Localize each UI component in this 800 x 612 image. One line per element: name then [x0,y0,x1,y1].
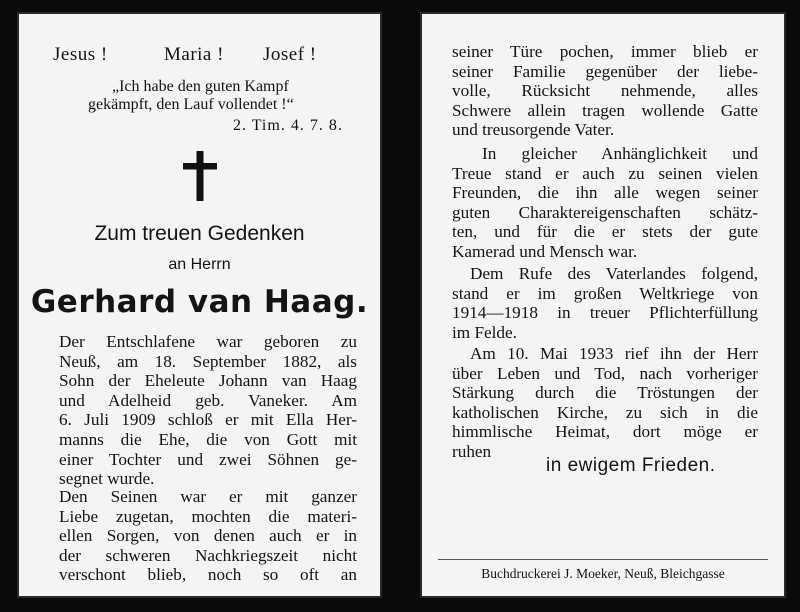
text-line: ten, und für die er stets der gute [452,222,758,242]
invocation-maria: Maria ! [164,44,224,65]
text-line: himmlische Heimat, dort möge er [452,422,758,442]
text-line: In gleicher Anhänglichkeit und [482,144,758,163]
text-line: Der Entschlafene war geboren zu [59,332,357,351]
text-line: Freunden, die ihn alle wegen seiner [452,183,758,203]
verse-reference: 2. Tim. 4. 7. 8. [233,117,343,134]
text-line: der schweren Nachkriegszeit nicht [59,545,357,565]
text-line: ruhen [452,441,492,461]
text-line: Stärkung durch die Tröstungen der [452,383,758,403]
friends-paragraph [452,144,758,262]
text-line: und Adelheid geb. Vaneker. Am [59,390,357,410]
text-line: volle, Rücksicht nehmende, alles [452,81,758,101]
memorial-title: Zum treuen Gedenken [94,222,305,245]
text-line: im Felde. [452,322,517,342]
text-line: segnet wurde. [59,469,155,489]
deceased-name: Gerhard van Haag. [30,284,369,320]
verse-line-1: „Ich habe den guten Kampf [112,78,289,95]
invocation-josef: Josef ! [263,44,317,65]
text-line: Dem Rufe des Vaterlandes folgend, [470,264,758,283]
printer-credit: Buchdruckerei J. Moeker, Neuß, Bleichgasse [481,566,725,581]
verse-line-2: gekämpft, den Lauf vollendet !“ [88,96,294,113]
text-line: stand er im großen Weltkriege von [452,283,758,303]
left-card-page [17,12,382,598]
text-line: 1914—1918 in treuer Pflichterfüllung [452,303,758,323]
text-line: Treue stand er auch zu seinen vielen [452,163,758,183]
text-line: 6. Juli 1909 schloß er mit Ella Her- [59,410,357,430]
text-line: über Leben und Tod, nach vorheriger [452,363,758,383]
closing-words: in ewigem Frieden. [546,455,716,476]
text-line: seiner Türe pochen, immer blieb er [452,42,758,61]
text-line: Schwere allein tragen wollende Gatte [452,100,758,120]
text-line: Kamerad und Mensch war. [452,241,638,261]
text-line: ellen Sorgen, von denen auch er in [59,526,357,546]
family-paragraph [59,487,357,585]
text-line: Neuß, am 18. September 1882, als [59,351,357,371]
cross-icon [181,151,219,201]
family-paragraph-continued [452,42,758,140]
text-line: manns die Ehe, die von Gott mit [59,429,357,449]
text-line: seiner Familie gegenüber der liebe- [452,61,758,81]
war-service-paragraph [452,264,758,342]
text-line: Am 10. Mai 1933 rief ihn der Herr [470,344,758,363]
text-line: katholischen Kirche, zu sich in die [452,402,758,422]
memorial-recipient-line: an Herrn [168,256,231,273]
text-line: Liebe zugetan, mochten die materi- [59,506,357,526]
death-paragraph [452,344,758,462]
text-line: Den Seinen war er mit ganzer [59,487,357,506]
biography-paragraph [59,332,357,489]
text-line: Sohn der Eheleute Johann van Haag [59,371,357,391]
text-line: und treusorgende Vater. [452,120,615,140]
text-line: verschont blieb, noch so oft an [59,565,357,585]
invocation-jesus: Jesus ! [53,44,108,65]
text-line: einer Tochter und zwei Söhnen ge- [59,449,357,469]
divider [438,559,768,560]
right-card-page [420,12,786,598]
text-line: guten Charaktereigenschaften schätz- [452,202,758,222]
